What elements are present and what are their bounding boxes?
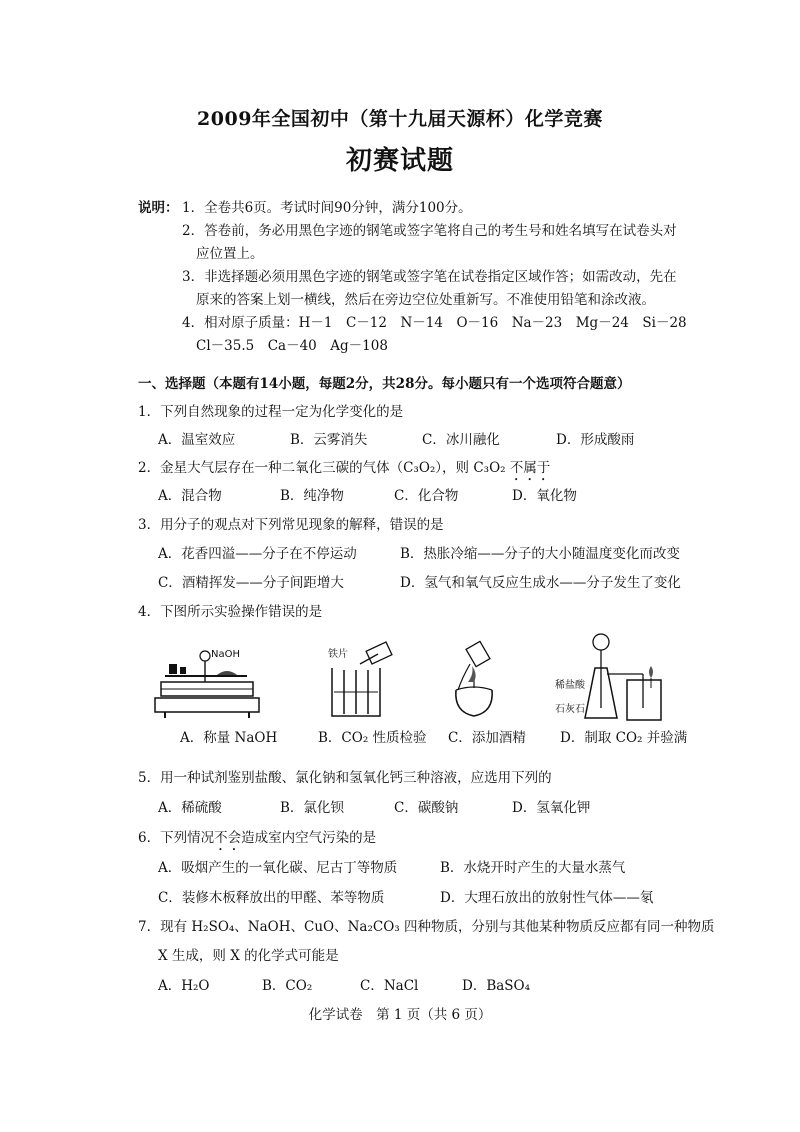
co2-test-figure xyxy=(320,642,410,722)
question-1-stem: 1．下列自然现象的过程一定为化学变化的是 xyxy=(138,404,404,420)
question-2-stem-text: 2．金星大气层存在一种二氧化三碳的气体（C₃O₂），则 C₃O₂ xyxy=(138,460,510,476)
instruction-2b: 应位置上。 xyxy=(196,246,264,262)
exam-subtitle: 初赛试题 xyxy=(345,146,454,176)
question-7-option-b: B．CO₂ xyxy=(262,978,313,994)
question-7-option-a: A．H₂O xyxy=(158,978,210,994)
instruction-4b: Cl－35.5 Ca－40 Ag－108 xyxy=(196,338,388,354)
naoh-label: NaOH xyxy=(211,649,240,660)
question-3-option-c: C．酒精挥发——分子间距增大 xyxy=(158,575,344,591)
question-1-option-b: B．云雾消失 xyxy=(290,432,368,448)
question-5-option-b: B．氯化钡 xyxy=(280,800,344,816)
figure-caption-b: B．CO₂ 性质检验 xyxy=(318,730,427,746)
instruction-3a: 3．非选择题必须用黑色字迹的钢笔或签字笔在试卷指定区域作答；如需改动，先在 xyxy=(182,269,677,285)
question-5-option-d: D．氢氧化钾 xyxy=(512,800,591,816)
question-7-option-c: C．NaCl xyxy=(360,978,419,994)
instruction-2a: 2．答卷前，务必用黑色字迹的钢笔或签字笔将自己的考生号和姓名填写在试卷头对 xyxy=(182,223,677,239)
question-6-option-a: A．吸烟产生的一氧化碳、尼古丁等物质 xyxy=(158,860,398,876)
question-2-option-d: D．氧化物 xyxy=(512,488,577,504)
limestone-label: 石灰石 xyxy=(555,704,585,715)
instruction-1: 1．全卷共6页。考试时间90分钟，满分100分。 xyxy=(182,200,472,216)
question-5-option-a: A．稀硫酸 xyxy=(158,800,222,816)
question-2-option-c: C．化合物 xyxy=(394,488,459,504)
question-6-option-d: D．大理石放出的放射性气体——氡 xyxy=(440,890,654,906)
question-7-option-d: D．BaSO₄ xyxy=(462,978,531,994)
question-4-stem: 4．下图所示实验操作错误的是 xyxy=(138,604,323,620)
question-5-stem: 5．用一种试剂鉴别盐酸、氯化钠和氢氧化钙三种溶液，应选用下列的 xyxy=(138,770,552,786)
co2-preparation-figure xyxy=(555,628,665,724)
dilute-hcl-label: 稀盐酸 xyxy=(555,680,585,691)
question-2-stem xyxy=(138,456,550,484)
question-3-option-b: B．热胀冷缩——分子的大小随温度变化而改变 xyxy=(400,546,680,562)
page-footer: 化学试卷 第 1 页（共 6 页） xyxy=(308,1007,492,1023)
question-2-option-b: B．纯净物 xyxy=(280,488,344,504)
instruction-3b: 原来的答案上划一横线，然后在旁边空位处重新写。不准使用铅笔和涂改液。 xyxy=(196,292,655,308)
iron-sheet-label: 铁片 xyxy=(328,649,348,660)
question-6-emphasis: 不会 xyxy=(214,830,242,846)
question-6-stem-pre: 6．下列情况 xyxy=(138,830,215,846)
question-2-emphasis: 不属于 xyxy=(509,460,551,476)
exam-title: 2009年全国初中（第十九届天源杯）化学竞赛 xyxy=(197,108,603,130)
question-1-option-c: C．冰川融化 xyxy=(422,432,500,448)
question-2-option-a: A．混合物 xyxy=(158,488,222,504)
question-6-stem xyxy=(138,826,376,854)
question-6-option-b: B．水烧开时产生的大量水蒸气 xyxy=(440,860,626,876)
question-3-stem: 3．用分子的观点对下列常见现象的解释，错误的是 xyxy=(138,517,444,533)
figure-caption-a: A．称量 NaOH xyxy=(180,730,278,746)
question-5-option-c: C．碳酸钠 xyxy=(394,800,459,816)
question-3-option-d: D．氢气和氧气反应生成水——分子发生了变化 xyxy=(400,575,681,591)
instructions-label: 说明： xyxy=(138,200,179,216)
question-1-option-a: A．温室效应 xyxy=(158,432,236,448)
balance-figure xyxy=(155,642,275,722)
question-6-stem-post: 造成室内空气污染的是 xyxy=(241,830,377,846)
figure-caption-c: C．添加酒精 xyxy=(448,730,526,746)
add-alcohol-figure xyxy=(440,642,510,722)
question-3-option-a: A．花香四溢——分子在不停运动 xyxy=(158,546,357,562)
section-heading: 一、选择题（本题有14小题，每题2分，共28分。每小题只有一个选项符合题意） xyxy=(138,376,631,392)
figure-caption-d: D．制取 CO₂ 并验满 xyxy=(560,730,688,746)
question-7-stem-1: 7．现有 H₂SO₄、NaOH、CuO、Na₂CO₃ 四种物质，分别与其他某种物质反应都有同一种物质 xyxy=(138,919,715,935)
instruction-4a: 4．相对原子质量：H－1 C－12 N－14 O－16 Na－23 Mg－24 Si－28 xyxy=(182,315,687,331)
question-6-option-c: C．装修木板释放出的甲醛、苯等物质 xyxy=(158,890,385,906)
question-1-option-d: D．形成酸雨 xyxy=(556,432,635,448)
question-7-stem-2: X 生成，则 X 的化学式可能是 xyxy=(158,948,339,964)
